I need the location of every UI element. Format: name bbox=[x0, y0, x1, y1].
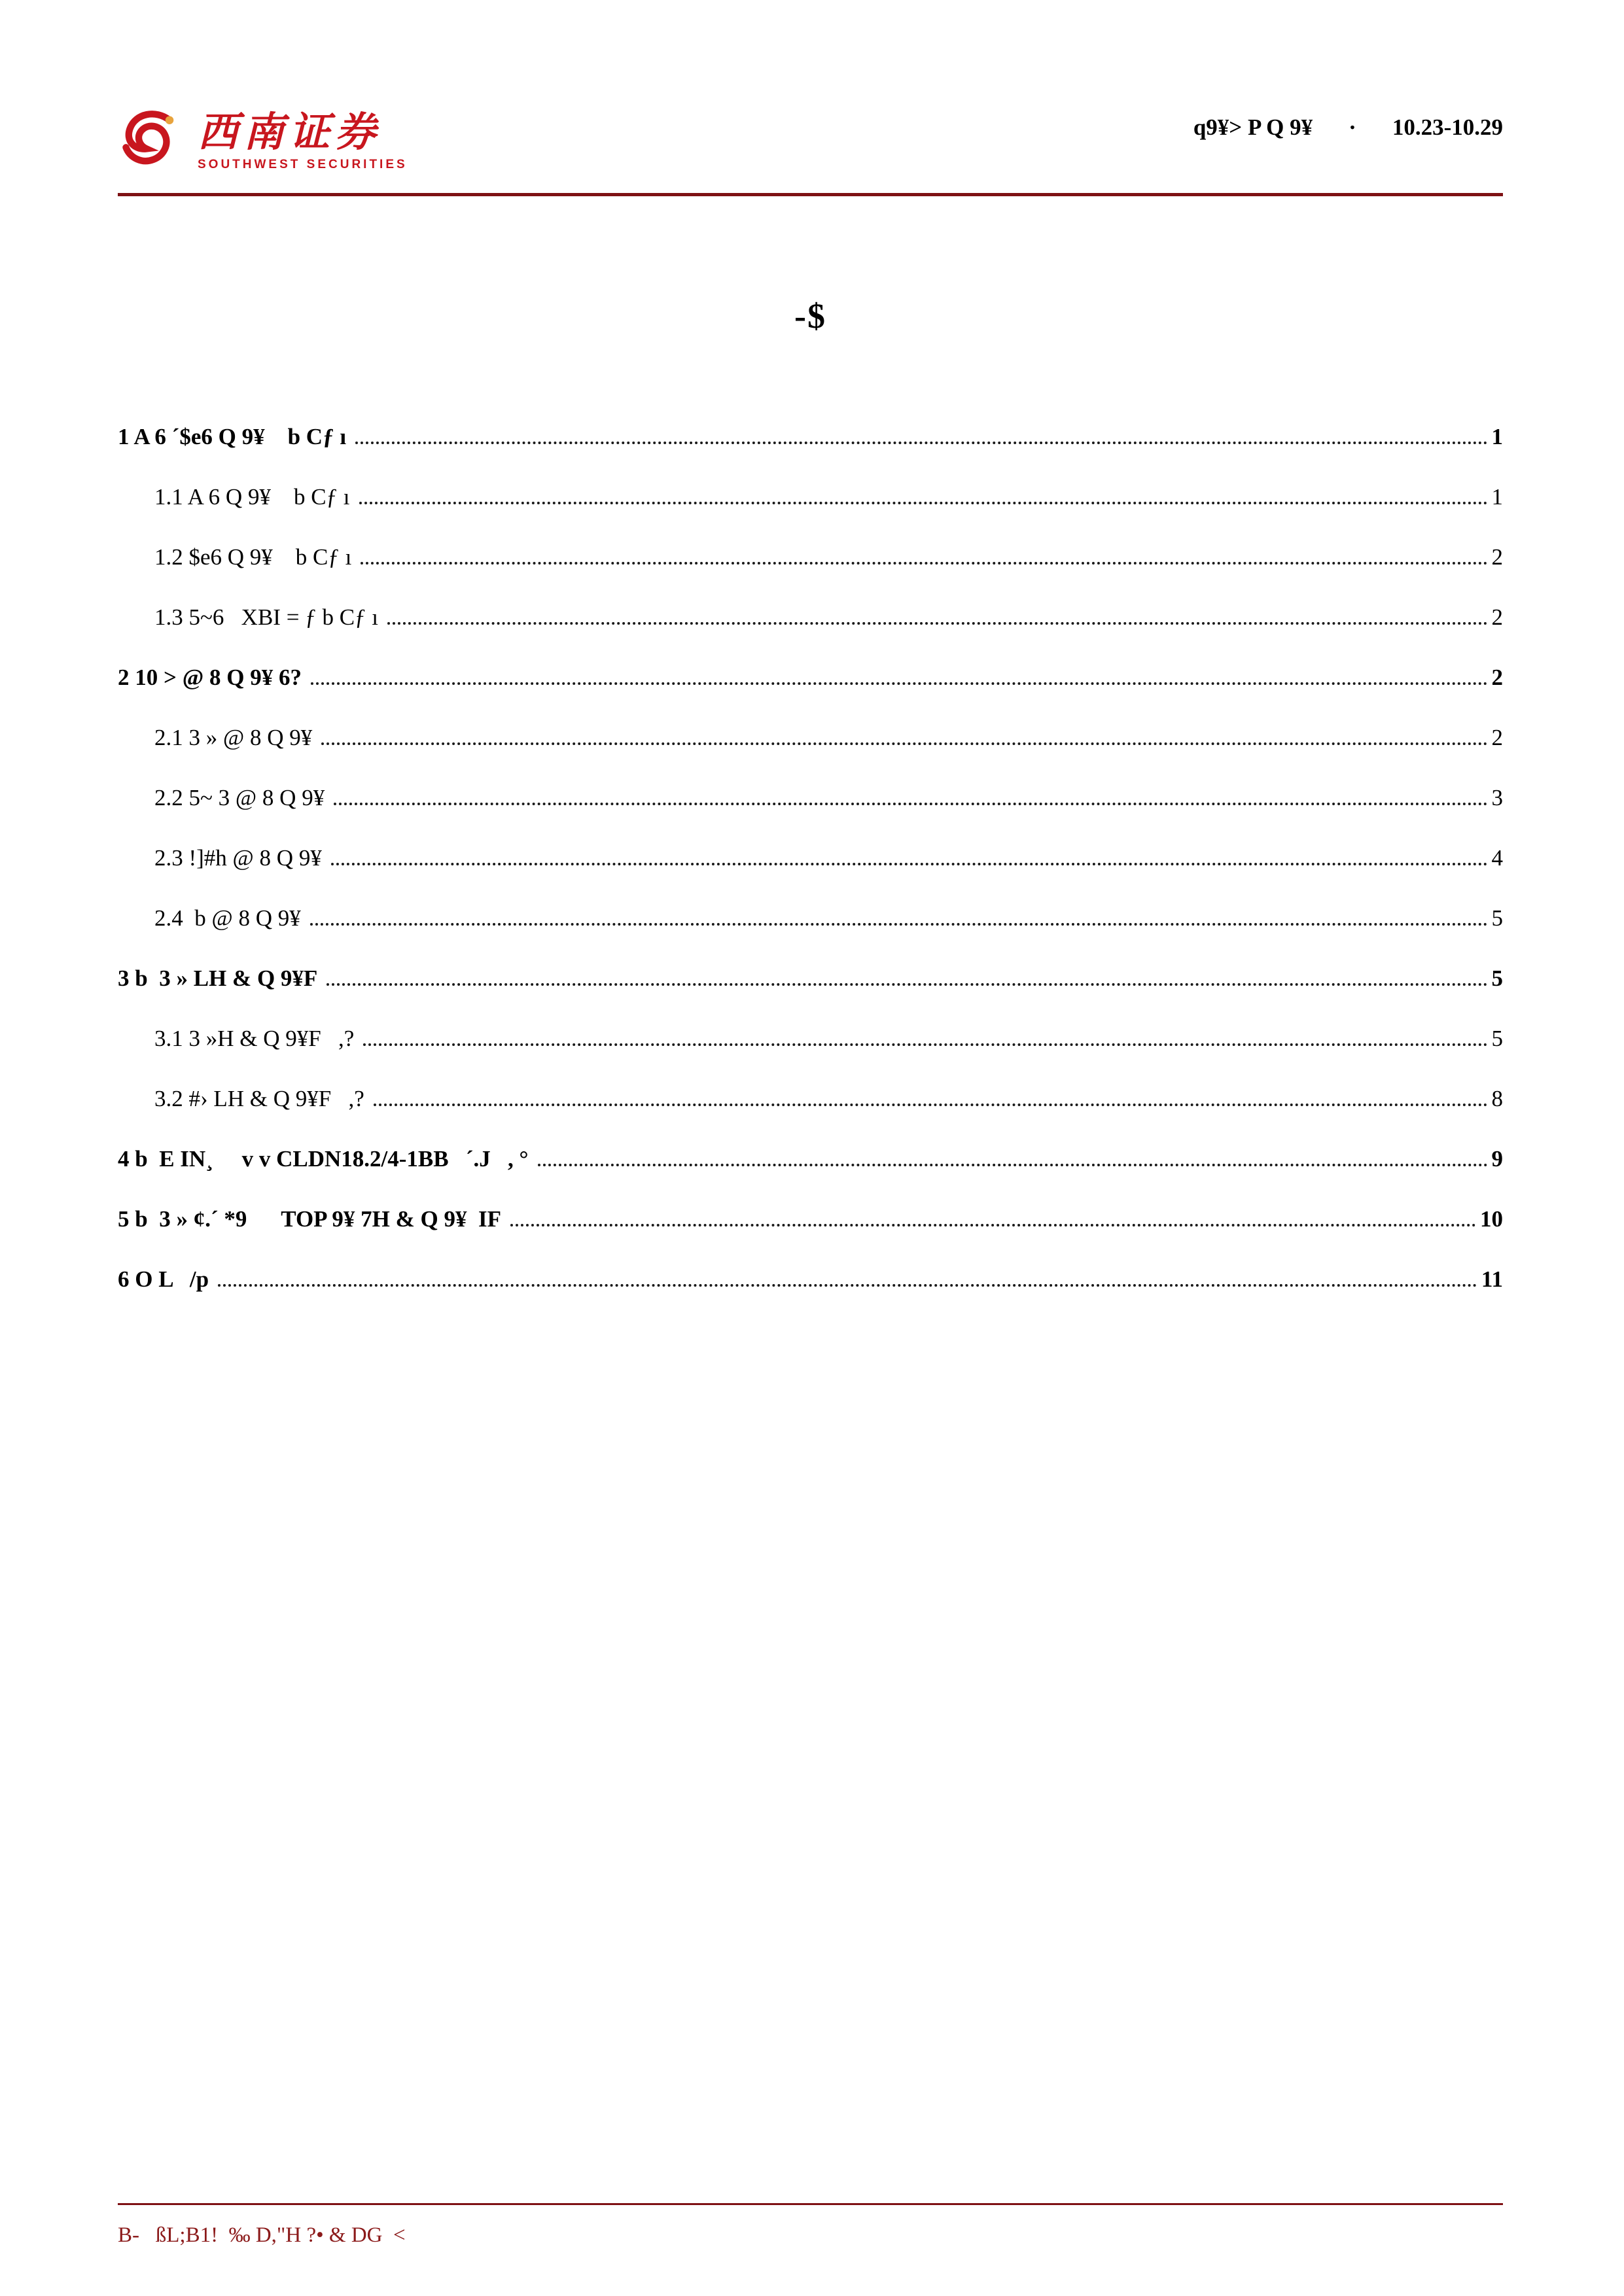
toc-entry-page: 5 bbox=[1491, 905, 1503, 931]
toc-entry bbox=[118, 648, 1503, 708]
toc-entry-page: 11 bbox=[1481, 1266, 1503, 1292]
toc-entry-label: 3.2 #› LH & Q 9¥F ,? bbox=[154, 1086, 364, 1111]
toc-entry-page: 5 bbox=[1491, 1026, 1503, 1051]
toc-entry bbox=[118, 1009, 1503, 1069]
toc-entry bbox=[118, 587, 1503, 648]
header-report-title: q9¥> P Q 9¥ bbox=[1193, 114, 1313, 140]
table-of-contents bbox=[118, 407, 1503, 1310]
toc-leader-dots bbox=[363, 1043, 1487, 1046]
toc-leader-dots bbox=[538, 1164, 1488, 1166]
header-separator-dot: · bbox=[1349, 114, 1356, 140]
brand-swirl-icon bbox=[118, 108, 186, 176]
toc-leader-dots bbox=[387, 622, 1487, 625]
toc-entry bbox=[118, 948, 1503, 1009]
toc-entry bbox=[118, 888, 1503, 948]
footer-rule bbox=[118, 2203, 1503, 2205]
toc-entry bbox=[118, 708, 1503, 768]
toc-entry-page: 1 bbox=[1491, 484, 1503, 510]
toc-leader-dots bbox=[359, 502, 1488, 504]
toc-entry-label: 2.2 5~ 3 @ 8 Q 9¥ bbox=[154, 785, 325, 810]
toc-entry bbox=[118, 467, 1503, 527]
brand-text bbox=[198, 108, 408, 172]
toc-entry-label: 1.3 5~6 XBI = ƒ b Cƒ ı bbox=[154, 604, 379, 630]
toc-entry-page: 8 bbox=[1491, 1086, 1503, 1111]
toc-entry-label: 2.3 !]#h @ 8 Q 9¥ bbox=[154, 845, 322, 871]
toc-entry bbox=[118, 828, 1503, 888]
toc-entry bbox=[118, 1189, 1503, 1249]
header-rule bbox=[118, 193, 1503, 196]
toc-entry-label: 4 b E IN¸ v v CLDN18.2/4-1BB ´.J , ° bbox=[118, 1146, 529, 1172]
header-report-info bbox=[1159, 88, 1503, 176]
toc-leader-dots bbox=[310, 923, 1488, 926]
toc-entry-label: 6 O L /p bbox=[118, 1266, 209, 1292]
toc-entry bbox=[118, 407, 1503, 467]
toc-entry-page: 2 bbox=[1491, 544, 1503, 570]
toc-entry-label: 2.4 b @ 8 Q 9¥ bbox=[154, 905, 301, 931]
toc-entry bbox=[118, 1129, 1503, 1189]
toc-entry-page: 9 bbox=[1491, 1146, 1503, 1172]
toc-entry bbox=[118, 768, 1503, 828]
toc-entry-page: 10 bbox=[1480, 1206, 1503, 1232]
report-header bbox=[118, 88, 1503, 176]
toc-leader-dots bbox=[334, 803, 1487, 805]
toc-entry-label: 3.1 3 »H & Q 9¥F ,? bbox=[154, 1026, 355, 1051]
toc-entry-page: 3 bbox=[1491, 785, 1503, 810]
toc-entry-page: 4 bbox=[1491, 845, 1503, 871]
toc-entry-label: 5 b 3 » ¢.´ *9 TOP 9¥ 7H & Q 9¥ IF bbox=[118, 1206, 501, 1232]
toc-entry bbox=[118, 1249, 1503, 1310]
toc-entry-label: 1.1 A 6 Q 9¥ b Cƒ ı bbox=[154, 484, 350, 510]
toc-entry-label: 3 b 3 » LH & Q 9¥F bbox=[118, 965, 318, 991]
toc-entry-label: 1 A 6 ´$e6 Q 9¥ b Cƒ ı bbox=[118, 424, 347, 449]
toc-entry bbox=[118, 527, 1503, 587]
toc-entry-label: 2 10 > @ 8 Q 9¥ 6? bbox=[118, 665, 302, 690]
toc-entry-page: 2 bbox=[1491, 604, 1503, 630]
toc-leader-dots bbox=[321, 742, 1487, 745]
toc-leader-dots bbox=[510, 1224, 1476, 1226]
toc-leader-dots bbox=[327, 983, 1487, 986]
toc-entry-label: 1.2 $e6 Q 9¥ b Cƒ ı bbox=[154, 544, 352, 570]
toc-entry-page: 1 bbox=[1491, 424, 1503, 449]
footer-disclaimer: B- ßL;B1! ‰ D,"H ?• & DG < bbox=[118, 2223, 406, 2247]
toc-entry-page: 5 bbox=[1491, 965, 1503, 991]
header-date-range: 10.23-10.29 bbox=[1392, 114, 1503, 140]
toc-leader-dots bbox=[311, 682, 1488, 685]
toc-entry-page: 2 bbox=[1491, 665, 1503, 690]
brand-name-en: SOUTHWEST SECURITIES bbox=[198, 158, 408, 171]
toc-title: -$ bbox=[794, 296, 826, 336]
toc-leader-dots bbox=[355, 442, 1487, 444]
page-footer bbox=[118, 2203, 1503, 2248]
toc-leader-dots bbox=[218, 1284, 1477, 1287]
brand-logo bbox=[118, 108, 408, 176]
brand-name-cn: 西南证券 bbox=[198, 108, 381, 156]
toc-leader-dots bbox=[374, 1104, 1488, 1106]
toc-leader-dots bbox=[331, 863, 1488, 865]
toc-entry-label: 2.1 3 » @ 8 Q 9¥ bbox=[154, 725, 313, 750]
toc-leader-dots bbox=[361, 562, 1487, 565]
toc-entry bbox=[118, 1069, 1503, 1129]
toc-entry-page: 2 bbox=[1491, 725, 1503, 750]
